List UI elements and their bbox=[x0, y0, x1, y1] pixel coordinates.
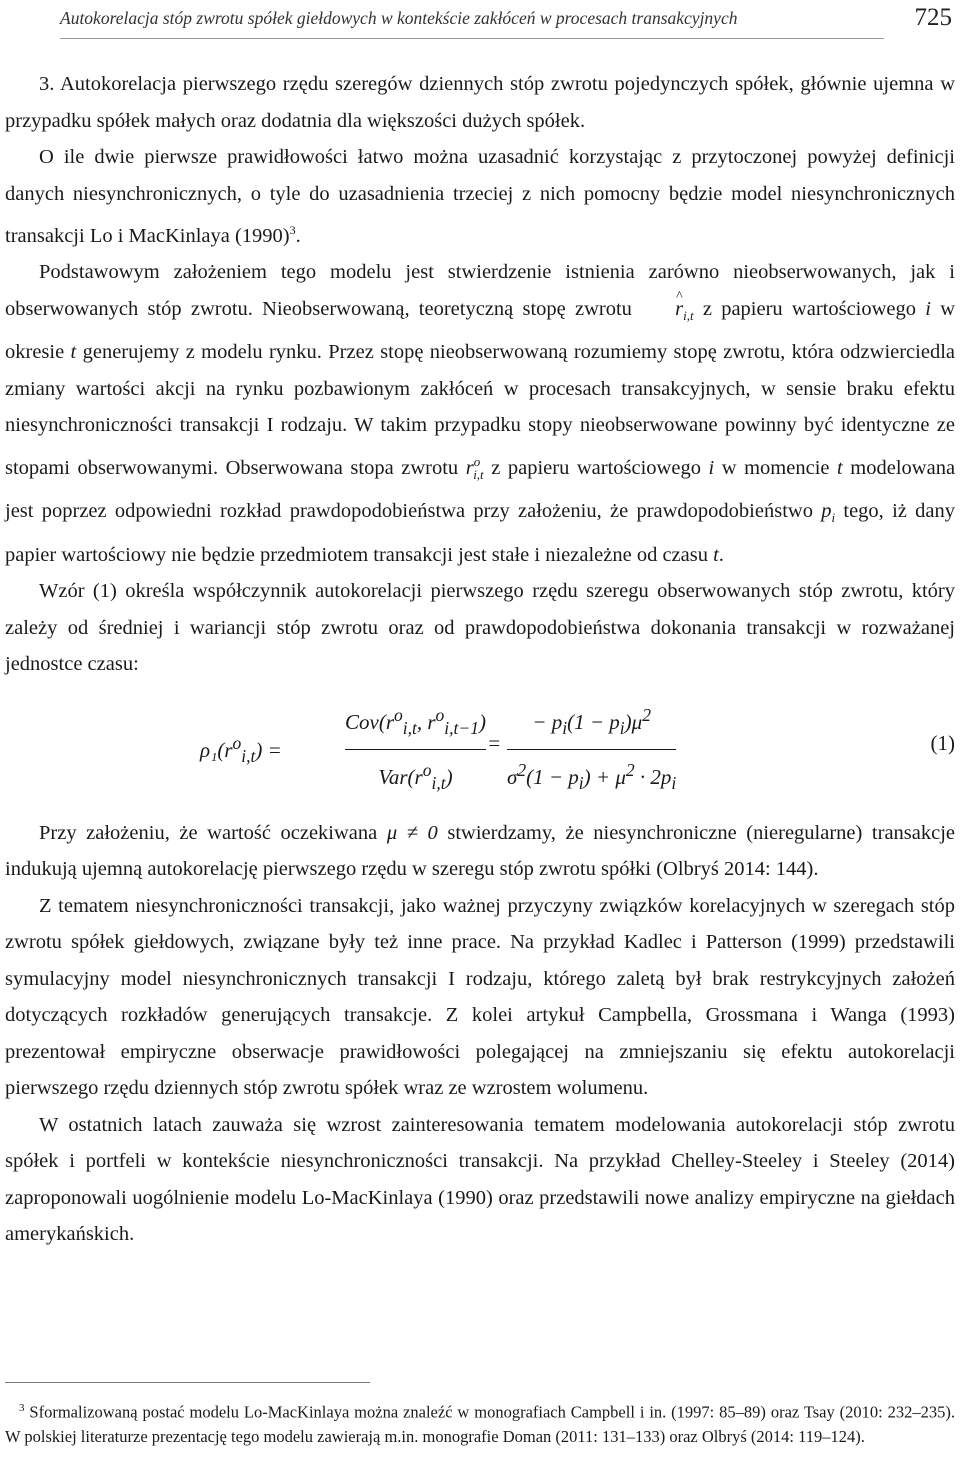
math-text: − p bbox=[532, 709, 563, 734]
main-text bbox=[5, 66, 955, 1253]
inline-math-mu: μ ≠ 0 bbox=[386, 821, 438, 844]
paragraph bbox=[5, 815, 955, 888]
page-header bbox=[60, 4, 952, 38]
paragraph-text: z papieru wartościowego bbox=[491, 456, 701, 479]
fraction-cov-var bbox=[345, 697, 486, 801]
math-superscript: 2 bbox=[625, 759, 635, 780]
math-text: , r bbox=[416, 709, 436, 734]
list-item-3: 3. Autokorelacja pierwszego rzędu szeregów dziennych stóp zwrotu pojedynczych spółek, głównie ujemna w przypadku spółek małych oraz dodatnia dla większości dużych spółek. bbox=[5, 73, 955, 132]
fraction-bar bbox=[345, 749, 486, 750]
math-symbol: i bbox=[708, 456, 715, 479]
footnote-text: Sformalizowaną postać modelu Lo-MacKinlaya można znaleźć w monografiach Campbell i in. (1997: 85–89) oraz Tsay (2010: 232–235). W polskiej literaturze prezentację tego modelu zawierają m.in. monografie Doman (2011: 131–133) oraz Olbryś (2014: 119–124). bbox=[5, 1402, 955, 1447]
math-superscript: o bbox=[435, 704, 445, 725]
paragraph-text: . bbox=[718, 543, 724, 566]
math-subscript: i bbox=[578, 772, 584, 793]
math-superscript: o bbox=[232, 732, 242, 753]
paragraph: Z tematem niesynchroniczności transakcji, jako ważnej przyczyny związków korelacyjnych w szeregach stóp zwrotu spółek giełdowych, związane były też inne prace. Na przykład Kadlec i Patterson (1999) przedstawili symulacyjny model niesynchronicznych transakcji I rodzaju, którego zaletą był brak restrykcyjnych założeń dotyczących rozkładów generujących transakcje. Z kolei artykuł Campbella, Grossmana i Wanga (1993) prezentował empiryczne obserwacje prawidłowości polegającej na zmniejszaniu się efektu autokorelacji pierwszego rzędu dziennych stóp zwrotu spółek wraz ze wzrostem wolumenu. bbox=[5, 894, 955, 1100]
math-symbol: ^ r bbox=[641, 291, 683, 328]
paragraph-text: tego, iż dany papier wartościowy nie będzie przedmiotem transakcji jest stałe i niezależne od czasu bbox=[5, 500, 956, 566]
math-text: (1 − p bbox=[526, 764, 579, 789]
math-superscript: o bbox=[473, 453, 481, 469]
math-symbol: t bbox=[837, 456, 843, 479]
inline-math-r-hat bbox=[641, 297, 694, 323]
inline-math-p bbox=[821, 500, 836, 526]
math-superscript: o bbox=[394, 704, 403, 725]
math-text: ) bbox=[478, 709, 486, 734]
math-text: ρ₁(r bbox=[200, 737, 233, 762]
footnote-mark: 3 bbox=[19, 1402, 25, 1414]
math-subscript: i bbox=[831, 510, 836, 526]
math-subscript: i bbox=[619, 718, 625, 739]
math-symbol: r bbox=[465, 456, 474, 479]
fraction-probability bbox=[507, 697, 676, 801]
math-symbol: p bbox=[821, 500, 832, 523]
equals-sign: = bbox=[487, 730, 502, 755]
paragraph: Wzór (1) określa współczynnik autokorelacji pierwszego rzędu szeregu obserwowanych stóp zwrotu, który zależy od średniej i wariancji stóp zwrotu oraz od prawdopodobieństwa dokonania transakcji w rozważanej jednostce czasu: bbox=[5, 580, 955, 676]
math-symbol: t bbox=[713, 543, 719, 566]
paragraph-text: z papieru wartościowego bbox=[702, 297, 917, 320]
inline-math-r-observed bbox=[465, 453, 492, 482]
paragraph-text: Podstawowym założeniem tego modelu jest stwierdzenie istnienia zarówno nieobserwowanych, jak i obserwowanych stóp zwrotu. Nieobserwowaną, teoretyczną stopę zwrotu bbox=[5, 261, 955, 320]
paragraph-text: w okresie bbox=[5, 297, 955, 364]
math-text: · 2p bbox=[634, 764, 672, 789]
math-subscript: i,t−1 bbox=[444, 718, 479, 739]
math-text: σ bbox=[507, 764, 518, 789]
math-text: )μ bbox=[624, 709, 643, 734]
math-text: Cov(r bbox=[345, 709, 394, 734]
equation-1 bbox=[5, 689, 955, 797]
footnote-ref: 3 bbox=[289, 223, 296, 237]
math-subscript: i,t bbox=[402, 718, 417, 739]
math-superscript: 2 bbox=[517, 759, 527, 780]
math-symbol: t bbox=[70, 341, 77, 364]
math-subscript: i,t bbox=[473, 466, 484, 482]
math-subscript: i,t bbox=[431, 772, 446, 793]
math-text: (1 − p bbox=[567, 709, 620, 734]
paragraph-text: stwierdzamy, że niesynchroniczne (nieregularne) transakcje indukują ujemną autokorelację pierwszego rzędu w szeregu stóp zwrotu spółki (Olbryś 2014: 144). bbox=[5, 821, 956, 881]
header-rule bbox=[60, 38, 884, 39]
paragraph-text: Przy założeniu, że wartość oczekiwana bbox=[39, 821, 378, 844]
math-subscript: i bbox=[562, 718, 568, 739]
math-superscript: 2 bbox=[642, 704, 651, 725]
equation-number: (1) bbox=[930, 730, 955, 755]
math-text: Var(r bbox=[378, 764, 423, 789]
footnote-rule bbox=[5, 1382, 370, 1383]
paragraph-text: . bbox=[295, 224, 301, 247]
paragraph-text: modelowana jest poprzez odpowiedni rozkład prawdopodobieństwa przy założeniu, że prawdopodobieństwo bbox=[5, 456, 956, 523]
footnote bbox=[5, 1396, 955, 1450]
paragraph bbox=[5, 254, 955, 573]
math-subscript: i,t bbox=[683, 307, 694, 323]
math-superscript: o bbox=[422, 759, 432, 780]
paragraph bbox=[5, 139, 955, 254]
equation-lhs bbox=[200, 725, 282, 775]
paragraph: W ostatnich latach zauważa się wzrost zainteresowania tematem modelowania autokorelacji stóp zwrotu spółek i portfeli w kontekście niesynchroniczności transakcji. Na przykład Chelley-Steeley i Steeley (2014) zaproponowali uogólnienie modelu Lo-MacKinlaya (1990) oraz przedstawili nowe analizy empiryczne na giełdach amerykańskich. bbox=[5, 1113, 955, 1246]
paragraph-text: O ile dwie pierwsze prawidłowości łatwo można uzasadnić korzystając z przytoczonej powyżej definicji danych niesynchronicznych, o tyle do uzasadnienia trzeciej z nich pomocny będzie model niesynchronicznych transakcji Lo i MacKinlaya (1990) bbox=[5, 146, 955, 247]
math-subscript: i,t bbox=[241, 746, 256, 767]
math-text: ) + μ bbox=[583, 764, 626, 789]
math-text: ) bbox=[445, 764, 453, 789]
paragraph-text: w momencie bbox=[721, 456, 830, 479]
running-title: Autokorelacja stóp zwrotu spółek giełdowych w kontekście zakłóceń w procesach transakcyjnych bbox=[60, 8, 738, 28]
math-text: ) = bbox=[255, 737, 282, 762]
math-symbol: i bbox=[925, 297, 931, 320]
paragraph-text: generujemy z modelu rynku. Przez stopę nieobserwowaną rozumiemy stopę zwrotu, która odzwierciedla zmiany wartości akcji na rynku pozbawionym zakłóceń w procesach transakcyjnych, w sensie braku efektu niesynchroniczności transakcji I rodzaju. W takim przypadku stopy nieobserwowane powinny być identyczne ze stopami obserwowanymi. Obserwowana stopa zwrotu bbox=[5, 341, 955, 479]
fraction-bar bbox=[507, 749, 676, 750]
math-subscript: i bbox=[671, 772, 677, 793]
page-number: 725 bbox=[914, 4, 952, 31]
